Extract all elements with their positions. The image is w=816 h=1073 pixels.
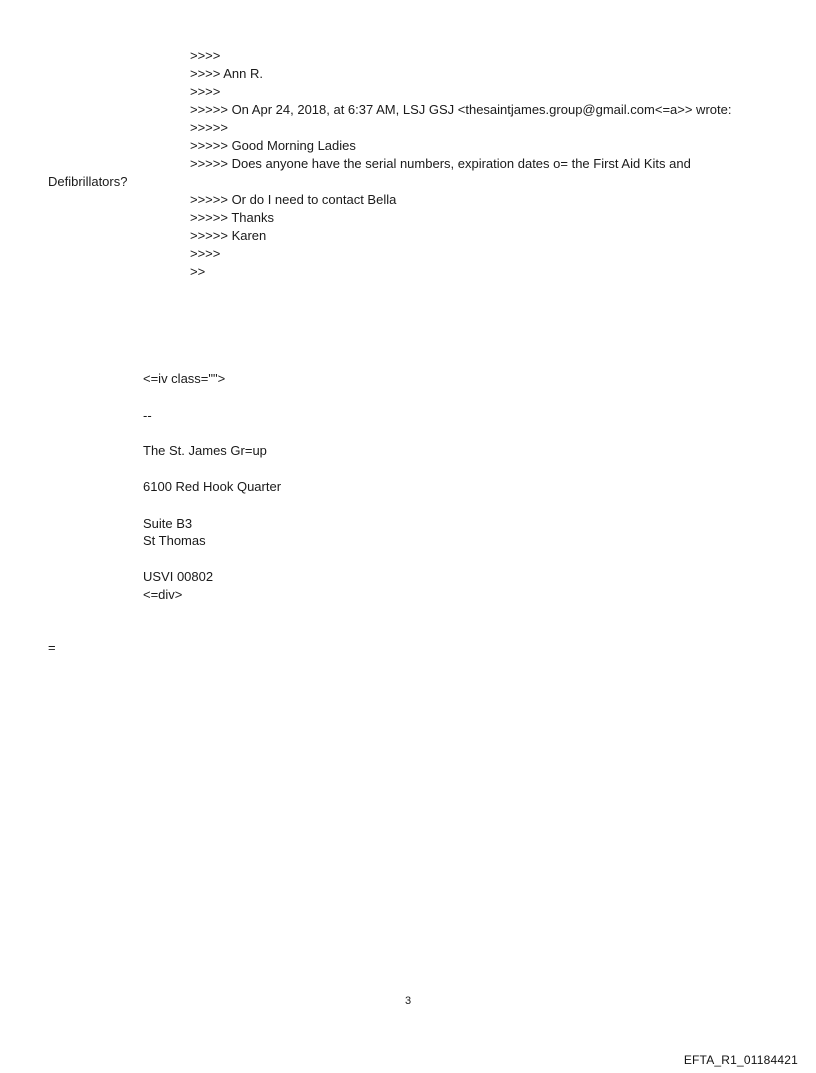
quote-line: >>>>> Good Morning Ladies (190, 138, 356, 153)
quote-line: >>>>> Or do I need to contact Bella (190, 192, 397, 207)
signature-suite: Suite B3 (143, 516, 193, 531)
quote-line: >>>> (190, 48, 221, 63)
div-open-tag: <=iv class=""> (143, 371, 226, 386)
quote-line: >>>> Ann R. (190, 66, 264, 81)
quote-line: >>>>> Does anyone have the serial numbers, expiration dates o= the First Aid Kits and (190, 156, 691, 171)
trailing-equals: = (48, 640, 56, 655)
quote-line: >>>>> Thanks (190, 210, 274, 225)
signature-street: 6100 Red Hook Quarter (143, 479, 282, 494)
quote-line: >>>>> On Apr 24, 2018, at 6:37 AM, LSJ GSJ <thesaintjames.group@gmail.com<=a>> wrote: (190, 102, 732, 117)
div-close-tag: <=div> (143, 587, 183, 602)
quote-line: >>>> (190, 246, 221, 261)
document-id: EFTA_R1_01184421 (683, 1053, 798, 1067)
quote-line: >>>>> (190, 120, 228, 135)
signature-separator: -- (143, 408, 152, 423)
quote-line: >> (190, 264, 206, 279)
signature-zip: USVI 00802 (143, 569, 214, 584)
quote-line: >>>> (190, 84, 221, 99)
signature-org: The St. James Gr=up (143, 443, 267, 458)
page-number: 3 (404, 995, 412, 1007)
signature-city: St Thomas (143, 533, 206, 548)
quote-line: >>>>> Karen (190, 228, 267, 243)
quote-line-wrap: Defibrillators? (48, 174, 128, 189)
